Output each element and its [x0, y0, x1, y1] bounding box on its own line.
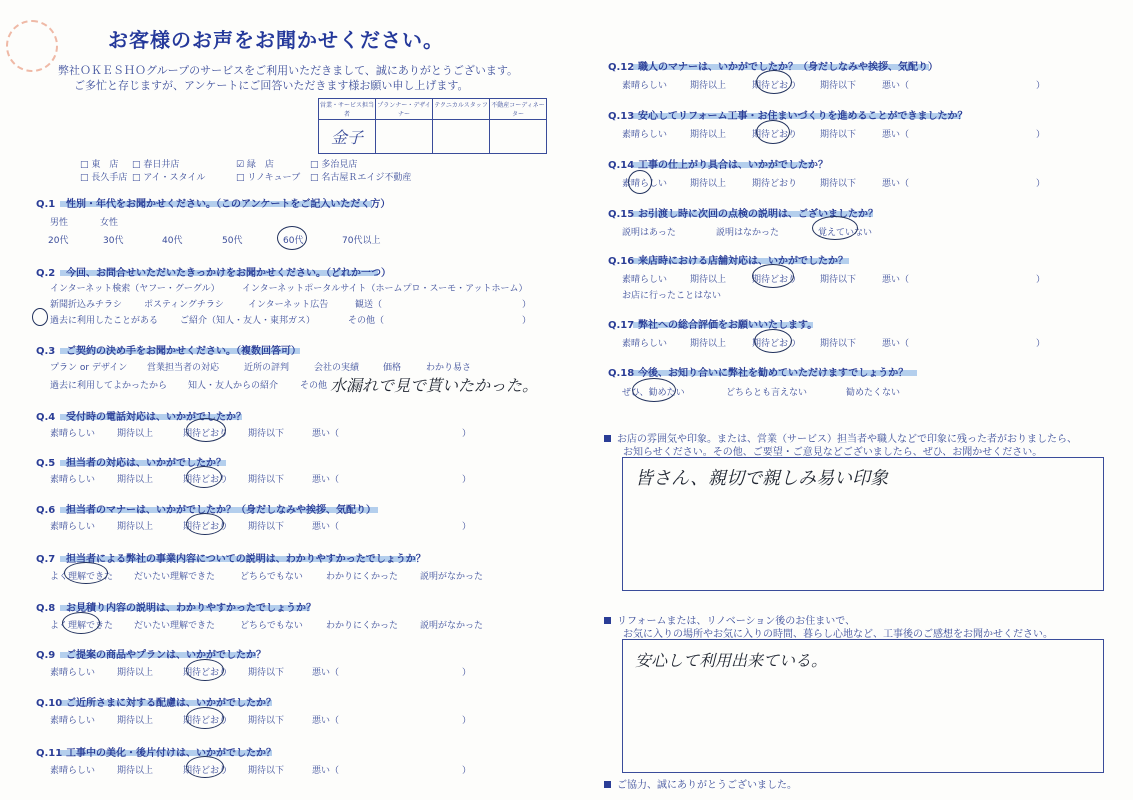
q14-option: ） — [1036, 179, 1046, 189]
answer-circle — [32, 308, 48, 326]
q16-option: ） — [1036, 275, 1046, 285]
q15-option[interactable]: 覚えていない — [818, 228, 873, 238]
comment1-textarea[interactable] — [622, 457, 1104, 591]
question-q17: Q.17 弊社への総合評価をお願いいたします。 — [608, 320, 818, 331]
answer-circle — [756, 70, 792, 94]
question-q1: Q.1 性別・年代をお聞かせください。（このアンケートをご記入いただく方） — [36, 199, 391, 210]
q7-option[interactable]: 説明がなかった — [420, 572, 484, 582]
branch-checkbox[interactable]: □ 多治見店 — [310, 160, 358, 170]
comment2-prompt-1: リフォームまたは、リノベーション後のお住まいで、 — [604, 612, 855, 627]
answer-circle — [756, 120, 790, 144]
staff-header: 不動産コーディネーター — [490, 99, 547, 120]
q7-option[interactable]: よく理解できた — [50, 572, 114, 582]
comment2-answer: 安心して利用出来ている。 — [635, 651, 828, 670]
q13-option[interactable]: 期待以下 — [820, 130, 857, 140]
answer-circle — [64, 562, 108, 584]
staff-planner-value[interactable] — [376, 120, 433, 154]
q3-option[interactable]: 過去に利用してよかったから — [50, 381, 168, 391]
answer-circle — [186, 466, 222, 488]
q16-option[interactable]: 期待以下 — [820, 275, 857, 285]
question-q12: Q.12 職人のマナーは、いかがでしたか？（身だしなみや挨拶、気配り） — [608, 62, 938, 73]
q15-option[interactable]: 説明はなかった — [716, 228, 780, 238]
q4-option: ） — [462, 429, 472, 439]
q11-option[interactable]: 素晴らしい — [50, 766, 96, 776]
answer-circle — [628, 170, 652, 194]
question-q8: Q.8 お見積り内容の説明は、わかりやすかったでしょうか？ — [36, 603, 316, 614]
q8-option[interactable]: わかりにくかった — [326, 621, 399, 631]
q2-option[interactable]: インターネットポータルサイト（ホームプロ・スーモ・アットホーム） — [242, 284, 528, 294]
staff-header: 営業・サービス担当者 — [319, 99, 376, 120]
answer-circle — [186, 707, 224, 729]
answer-circle — [812, 216, 858, 240]
q2-option[interactable]: 過去に利用したことがある — [50, 316, 159, 326]
q8-option[interactable]: よく理解できた — [50, 621, 114, 631]
q4-option[interactable]: 期待以上 — [117, 429, 154, 439]
q4-option[interactable]: 期待以下 — [248, 429, 285, 439]
staff-header: テクニカルスタッフ — [433, 99, 490, 120]
q2-option[interactable]: インターネット広告 — [248, 300, 329, 310]
q16-option[interactable]: 期待どおり — [752, 275, 798, 285]
q2-option[interactable]: 観送（ — [355, 300, 383, 310]
q16-option[interactable]: お店に行ったことはない — [622, 291, 722, 301]
answer-circle — [632, 378, 676, 402]
q9-option[interactable]: 素晴らしい — [50, 668, 96, 678]
q8-option[interactable]: どちらでもない — [240, 621, 303, 631]
q9-option: ） — [462, 668, 472, 678]
q13-option[interactable]: 素晴らしい — [622, 130, 668, 140]
q13-option[interactable]: 悪い（ — [882, 130, 910, 140]
q6-option[interactable]: 素晴らしい — [50, 522, 96, 532]
q14-option[interactable]: 期待どおり — [752, 179, 798, 189]
q11-option[interactable]: 期待以下 — [248, 766, 285, 776]
staff-realestate-value[interactable] — [490, 120, 547, 154]
question-q13: Q.13 安心してリフォーム工事・お住まいづくりを進めることができましたか？ — [608, 111, 968, 122]
question-q10: Q.10 ご近所さまに対する配慮は、いかがでしたか？ — [36, 698, 276, 709]
q5-option[interactable]: 悪い（ — [312, 475, 340, 485]
comment1-prompt-2: お知らせください。その他、ご要望・ご意見などございましたら、ぜひ、お聞かせください。 — [623, 447, 1043, 458]
q3-option[interactable]: わかり易さ — [426, 363, 472, 373]
q5-option: ） — [462, 475, 472, 485]
q3-option[interactable]: 会社の実績 — [314, 363, 360, 373]
q17-option[interactable]: 悪い（ — [882, 339, 910, 349]
q13-option[interactable]: 期待どおり — [752, 130, 798, 140]
q14-option[interactable]: 悪い（ — [882, 179, 910, 189]
q7-option[interactable]: どちらでもない — [240, 572, 303, 582]
answer-circle — [752, 264, 794, 288]
q4-option[interactable]: 期待どおり — [183, 429, 229, 439]
q9-option[interactable]: 期待以上 — [117, 668, 154, 678]
q2-option[interactable]: 新聞折込みチラシ — [50, 300, 123, 310]
q5-option[interactable]: 素晴らしい — [50, 475, 96, 485]
staff-sales-value[interactable]: 金子 — [319, 120, 376, 154]
answer-circle — [186, 418, 226, 442]
q11-option: ） — [462, 766, 472, 776]
q8-option[interactable]: だいたい理解できた — [134, 621, 216, 631]
bullet-square-icon — [604, 617, 611, 624]
q3-handwritten-answer[interactable]: 水漏れで見で貰いたかった。 — [330, 376, 539, 395]
q1-option[interactable]: 70代以上 — [342, 236, 381, 246]
branch-checkbox[interactable]: □ 春日井店 — [132, 160, 180, 170]
seal-stamp — [6, 20, 58, 72]
q3-option[interactable]: 近所の評判 — [244, 363, 290, 373]
question-q11: Q.11 工事中の美化・後片付けは、いかがでしたか？ — [36, 748, 276, 759]
question-q2: Q.2 今回、お問合せいただいたきっかけをお聞かせください。（どれか一つ） — [36, 268, 391, 279]
answer-circle — [62, 612, 100, 634]
q18-option[interactable]: 勧めたくない — [846, 388, 901, 398]
q16-option[interactable]: 期待以上 — [690, 275, 727, 285]
q5-option[interactable]: 期待どおり — [183, 475, 229, 485]
q10-option[interactable]: 素晴らしい — [50, 716, 96, 726]
q2-option[interactable]: ポスティングチラシ — [144, 300, 224, 310]
q10-option[interactable]: 期待どおり — [183, 716, 229, 726]
q14-option[interactable]: 素晴らしい — [622, 179, 668, 189]
q17-option: ） — [1036, 339, 1046, 349]
intro-line-1: 弊社ＯＫＥＳＨＯグループのサービスをご利用いただきまして、誠にありがとうございます。 — [58, 64, 519, 77]
q14-option[interactable]: 期待以上 — [690, 179, 727, 189]
question-q14: Q.14 工事の仕上がり具合は、いかがでしたか？ — [608, 160, 828, 171]
q3-option[interactable]: プラン or デザイン — [50, 363, 128, 373]
question-q9: Q.9 ご提案の商品やプランは、いかがでしたか？ — [36, 650, 266, 661]
q6-option[interactable]: 期待どおり — [183, 522, 229, 532]
q6-option[interactable]: 期待以上 — [117, 522, 154, 532]
question-q15: Q.15 お引渡し時に次回の点検の説明は、ございましたか？ — [608, 209, 878, 220]
q2-option[interactable]: ご紹介（知人・友人・東邦ガス） — [180, 316, 316, 326]
q15-option[interactable]: 説明はあった — [622, 228, 676, 238]
q10-option: ） — [462, 716, 472, 726]
q11-option[interactable]: 期待以上 — [117, 766, 154, 776]
q6-option: ） — [462, 522, 472, 532]
bullet-square-icon — [604, 781, 611, 788]
q14-option[interactable]: 期待以下 — [820, 179, 857, 189]
q18-option[interactable]: どちらとも言えない — [726, 388, 808, 398]
q17-option[interactable]: 期待以上 — [690, 339, 727, 349]
staff-header: プランナー・デザイナー — [376, 99, 433, 120]
question-q6: Q.6 担当者のマナーは、いかがでしたか？（身だしなみや挨拶、気配り） — [36, 505, 376, 516]
q2-option: ） — [522, 316, 532, 326]
q1-option[interactable]: 40代 — [162, 236, 183, 246]
q7-option[interactable]: わかりにくかった — [326, 572, 399, 582]
q6-option[interactable]: 期待以下 — [248, 522, 285, 532]
q3-option[interactable]: その他 — [300, 381, 328, 391]
q1-option[interactable]: 30代 — [103, 236, 124, 246]
q17-option[interactable]: 素晴らしい — [622, 339, 668, 349]
comment1-answer: 皆さん、親切で親しみ易い印象 — [635, 468, 889, 489]
q17-option[interactable]: 期待どおり — [752, 339, 798, 349]
q3-option[interactable]: 営業担当者の対応 — [147, 363, 220, 373]
question-q4: Q.4 受付時の電話対応は、いかがでしたか？ — [36, 412, 246, 423]
q12-option[interactable]: 素晴らしい — [622, 81, 668, 91]
q17-option[interactable]: 期待以下 — [820, 339, 857, 349]
q1-option[interactable]: 20代 — [48, 236, 69, 246]
comment2-textarea[interactable] — [622, 639, 1104, 773]
q7-option[interactable]: だいたい理解できた — [134, 572, 216, 582]
q12-option: ） — [1036, 81, 1046, 91]
q12-option[interactable]: 期待以上 — [690, 81, 727, 91]
q6-option[interactable]: 悪い（ — [312, 522, 340, 532]
q2-option[interactable]: インターネット検索（ヤフー・グーグル） — [50, 284, 220, 294]
question-q3: Q.3 ご契約の決め手をお聞かせください。（複数回答可） — [36, 346, 301, 357]
bullet-square-icon — [604, 435, 611, 442]
comment2-prompt-2: お気に入りの場所やお気に入りの時間、暮らし心地など、工事後のご感想をお聞かせください。 — [623, 629, 1053, 640]
q12-option[interactable]: 悪い（ — [882, 81, 910, 91]
q13-option: ） — [1036, 130, 1046, 140]
q4-option[interactable]: 素晴らしい — [50, 429, 96, 439]
answer-circle — [186, 756, 224, 778]
q16-option[interactable]: 素晴らしい — [622, 275, 668, 285]
q12-option[interactable]: 期待どおり — [752, 81, 798, 91]
q1-option[interactable]: 男性 — [50, 218, 69, 228]
question-q16: Q.16 来店時における店舗対応は、いかがでしたか？ — [608, 256, 848, 267]
q1-option[interactable]: 女性 — [100, 218, 119, 228]
q10-option[interactable]: 期待以下 — [248, 716, 285, 726]
answer-circle — [186, 659, 224, 681]
branch-checkbox[interactable]: □ 東 店 — [80, 160, 119, 170]
branch-checkbox[interactable]: □ アイ・スタイル — [132, 173, 206, 183]
q5-option[interactable]: 期待以下 — [248, 475, 285, 485]
q4-option[interactable]: 悪い（ — [312, 429, 340, 439]
q3-option[interactable]: 知人・友人からの紹介 — [188, 381, 279, 391]
q9-option[interactable]: 期待どおり — [183, 668, 229, 678]
branch-checkbox[interactable]: □ リノキューブ — [236, 173, 301, 183]
q1-option[interactable]: 60代 — [283, 236, 304, 246]
staff-tech-value[interactable] — [433, 120, 490, 154]
branch-checkbox[interactable]: ☑ 緑 店 — [236, 160, 274, 170]
branch-checkbox[interactable]: □ 名古屋Ｒエイジ不動産 — [310, 173, 412, 183]
question-q5: Q.5 担当者の対応は、いかがでしたか？ — [36, 458, 226, 469]
q1-option[interactable]: 50代 — [222, 236, 243, 246]
q2-option[interactable]: その他（ — [348, 316, 385, 326]
q10-option[interactable]: 悪い（ — [312, 716, 340, 726]
q2-option: ） — [522, 300, 532, 310]
q5-option[interactable]: 期待以上 — [117, 475, 154, 485]
q9-option[interactable]: 悪い（ — [312, 668, 340, 678]
question-q18: Q.18 今後、お知り合いに弊社を勧めていただけますでしょうか？ — [608, 368, 909, 379]
q9-option[interactable]: 期待以下 — [248, 668, 285, 678]
q13-option[interactable]: 期待以上 — [690, 130, 727, 140]
q8-option[interactable]: 説明がなかった — [420, 621, 484, 631]
answer-circle — [277, 226, 307, 250]
q3-option[interactable]: 価格 — [383, 363, 402, 373]
answer-circle — [186, 513, 224, 535]
branch-checkbox[interactable]: □ 長久手店 — [80, 173, 128, 183]
comment1-prompt-1: お店の雰囲気や印象。または、営業（サービス）担当者や職人などで印象に残った者がおりましたら、 — [604, 430, 1077, 445]
q18-option[interactable]: ぜひ、勧めたい — [622, 388, 685, 398]
page-title: お客様のお声をお聞かせください。 — [108, 28, 444, 52]
q16-option[interactable]: 悪い（ — [882, 275, 910, 285]
closing-message: ご協力、誠にありがとうございました。 — [604, 776, 797, 791]
question-q7: Q.7 担当者による弊社の事業内容についての説明は、わかりやすかったでしょうか？ — [36, 554, 426, 565]
answer-circle — [754, 329, 792, 353]
q11-option[interactable]: 悪い（ — [312, 766, 340, 776]
q12-option[interactable]: 期待以下 — [820, 81, 857, 91]
q10-option[interactable]: 期待以上 — [117, 716, 154, 726]
staff-table — [318, 98, 547, 154]
intro-line-2: ご多忙と存じますが、アンケートにご回答いただきます様お願い申し上げます。 — [74, 79, 469, 92]
q11-option[interactable]: 期待どおり — [183, 766, 229, 776]
